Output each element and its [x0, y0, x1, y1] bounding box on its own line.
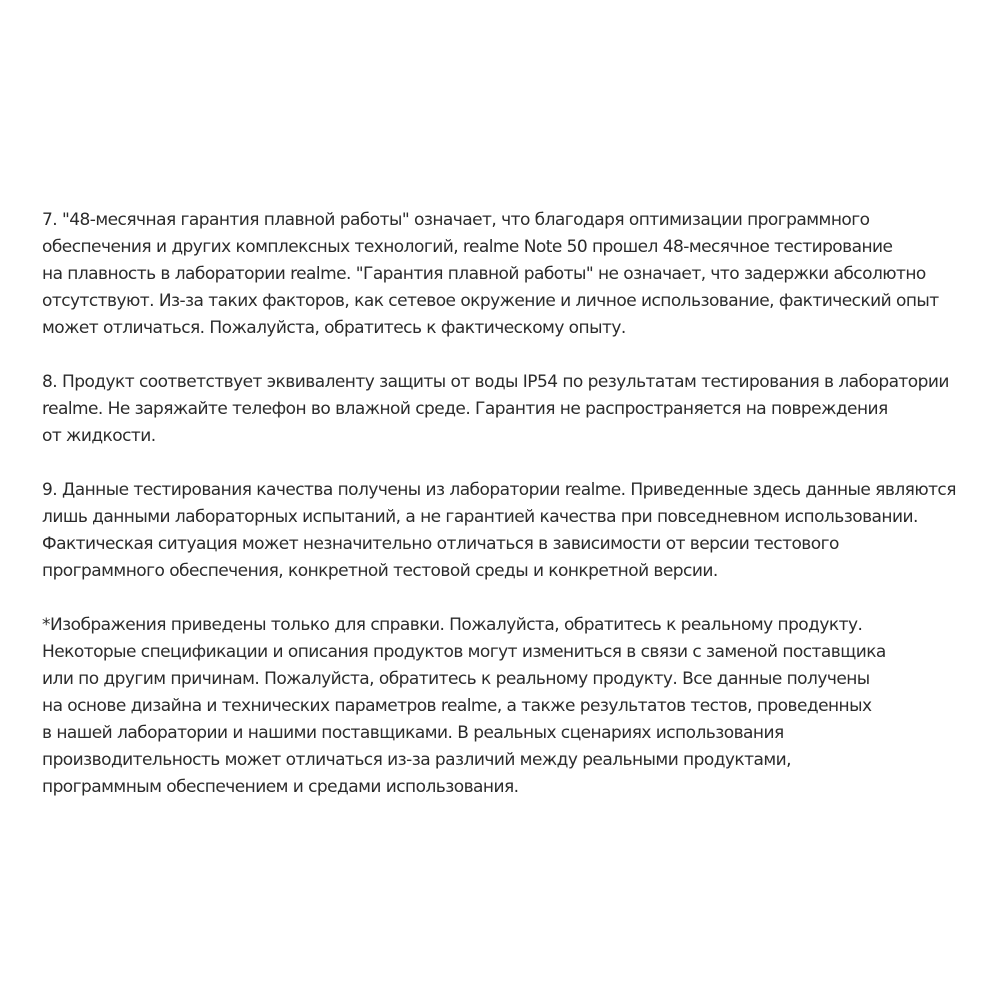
note-8-water-resistance: [42, 369, 972, 450]
note-line: отсутствуют. Из-за таких факторов, как сетевое окружение и личное использование, фактический опыт: [42, 291, 939, 311]
note-line: на плавность в лаборатории realme. "Гарантия плавной работы" не означает, что задержки абсолютно: [42, 264, 926, 284]
disclaimer-notes: [42, 207, 972, 828]
note-7-smooth-performance-guarantee: [42, 207, 972, 342]
note-line: *Изображения приведены только для справки. Пожалуйста, обратитесь к реальному продукту.: [42, 615, 863, 635]
note-line: лишь данными лабораторных испытаний, а не гарантией качества при повседневном использовании.: [42, 507, 918, 527]
note-line: 9. Данные тестирования качества получены из лаборатории realme. Приведенные здесь данные являются: [42, 480, 956, 500]
note-line: 8. Продукт соответствует эквиваленту защиты от воды IP54 по результатам тестирования в лаборатории: [42, 372, 949, 392]
note-line: от жидкости.: [42, 426, 156, 446]
note-line: программного обеспечения, конкретной тестовой среды и конкретной версии.: [42, 561, 718, 581]
note-line: программным обеспечением и средами использования.: [42, 777, 519, 797]
note-line: или по другим причинам. Пожалуйста, обратитесь к реальному продукту. Все данные получены: [42, 669, 870, 689]
note-line: в нашей лаборатории и нашими поставщиками. В реальных сценариях использования: [42, 723, 784, 743]
note-line: на основе дизайна и технических параметров realme, а также результатов тестов, проведенных: [42, 696, 872, 716]
note-line: может отличаться. Пожалуйста, обратитесь к фактическому опыту.: [42, 318, 626, 338]
note-line: realme. Не заряжайте телефон во влажной среде. Гарантия не распространяется на повреждения: [42, 399, 888, 419]
note-line: 7. "48-месячная гарантия плавной работы" означает, что благодаря оптимизации программного: [42, 210, 870, 230]
note-9-quality-testing-data: [42, 477, 972, 585]
note-line: производительность может отличаться из-за различий между реальными продуктами,: [42, 750, 791, 770]
note-line: Некоторые спецификации и описания продуктов могут измениться в связи с заменой поставщика: [42, 642, 886, 662]
note-line: Фактическая ситуация может незначительно отличаться в зависимости от версии тестового: [42, 534, 839, 554]
note-line: обеспечения и других комплексных технологий, realme Note 50 прошел 48-месячное тестирование: [42, 237, 893, 257]
note-images-reference-only: [42, 612, 972, 801]
